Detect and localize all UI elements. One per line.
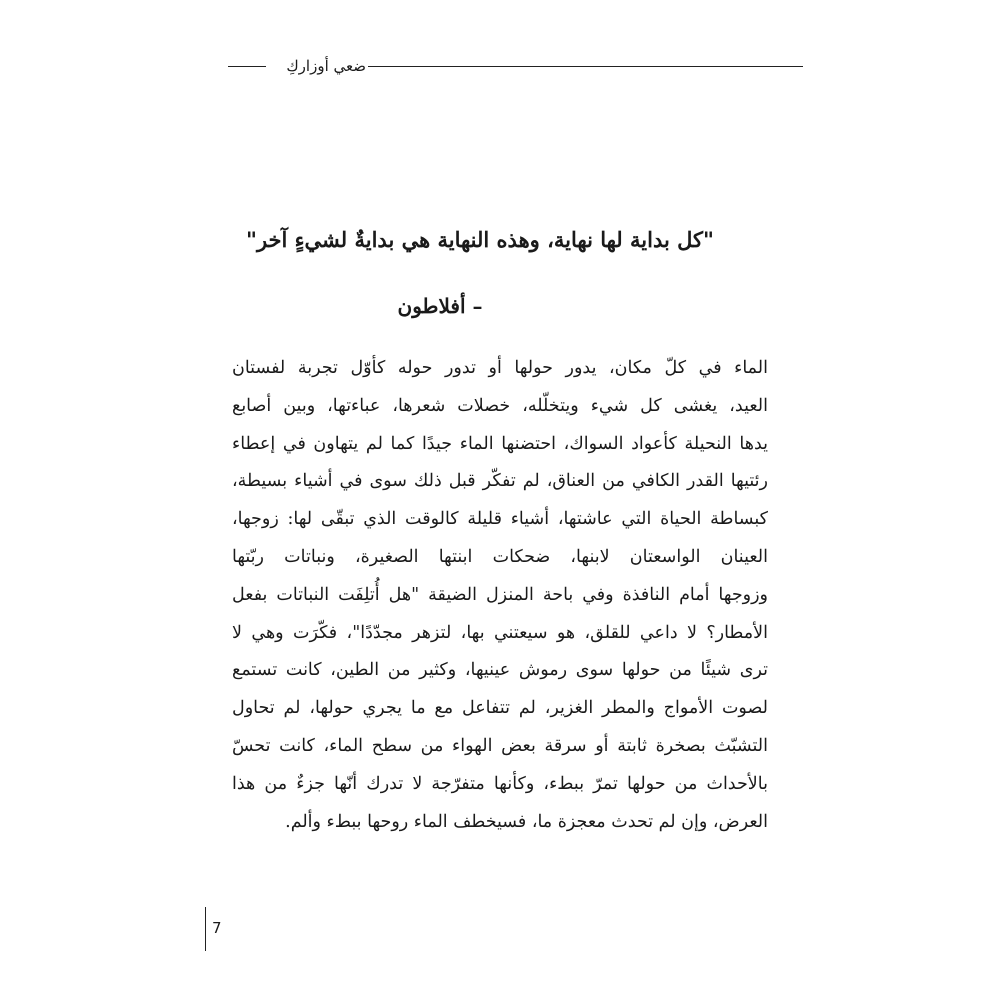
page-number: 7 <box>212 919 222 937</box>
body-line: رئتيها القدر الكافي من العناق، لم تفكّر قبل ذلك سوى في أشياء بسيطة، <box>232 471 768 492</box>
body-line: لصوت الأمواج والمطر الغزير، لم تتفاعل مع ما يجري حولها، لم تحاول <box>232 698 768 719</box>
body-paragraph <box>232 350 768 841</box>
epigraph-author: – أفلاطون <box>397 294 483 318</box>
body-line: الأمطار؟ لا داعي للقلق، هو سيعتني بها، لتزهر مجدّدًا"، فكّرَت وهي لا <box>232 622 768 643</box>
body-line: العينان الواسعتان لابنها، ضحكات ابنتها الصغيرة، ونباتات ربّتها <box>232 546 768 567</box>
body-line: يدها النحيلة كأعواد السواك، احتضنها الماء جيدًا كما لم يتهاون في إعطاء <box>232 433 768 454</box>
running-title: ضعي أوزاركِ <box>286 57 366 75</box>
body-line: كبساطة الحياة التي عاشتها، أشياء قليلة كالوقت الذي تبقّى لها: زوجها، <box>232 509 768 530</box>
header-rule-long <box>368 66 803 67</box>
body-line: الماء في كلّ مكان، يدور حولها أو تدور حوله كأوّل تجربة لفستان <box>232 358 768 378</box>
epigraph-quote: "كل بداية لها نهاية، وهذه النهاية هي بدايةٌ لشيءٍ آخر" <box>246 227 714 252</box>
body-line: ترى شيئًا من حولها سوى رموش عينيها، وكثير من الطين، كانت تستمع <box>232 660 768 681</box>
body-line: التشبّث بصخرة ثابتة أو سرقة بعض الهواء من سطح الماء، كانت تحسّ <box>232 735 768 756</box>
body-line: العيد، يغشى كل شيء ويتخلّله، خصلات شعرها، عباءتها، وبين أصابع <box>232 395 768 416</box>
body-line: بالأحداث من حولها تمرّ ببطء، وكأنها متفرّجة لا تدرك أنّها جزءٌ من هذا <box>232 773 768 794</box>
body-line: العرض، وإن لم تحدث معجزة ما، فسيخطف الماء روحها ببطء وألم. <box>285 811 768 832</box>
body-line: وزوجها أمام النافذة وفي باحة المنزل الضيقة "هل أُتلِفَت النباتات بفعل <box>232 584 768 605</box>
header-rule-short <box>228 66 266 67</box>
footer-rule <box>205 907 206 951</box>
running-header <box>228 54 803 78</box>
